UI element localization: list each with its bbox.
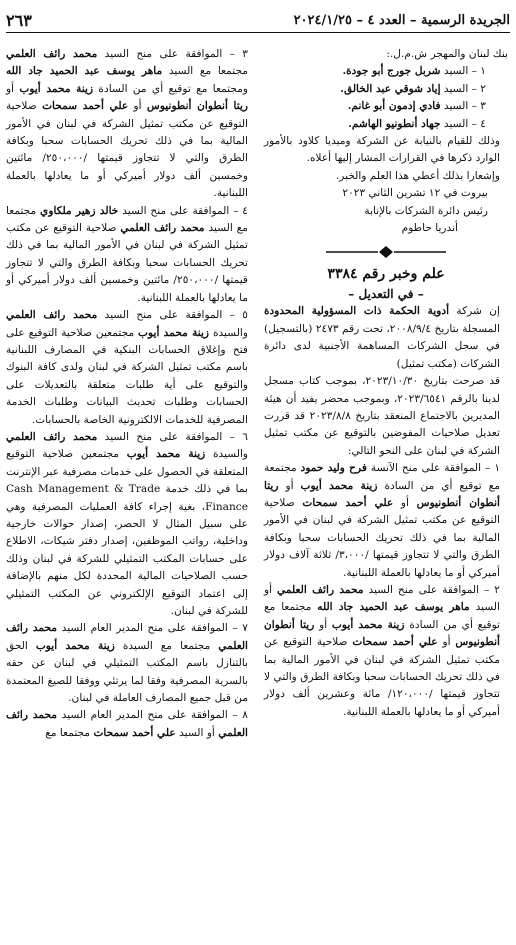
text: ١ – الموافقة على منح الآنسة bbox=[366, 462, 501, 475]
person-name: ريتا أنطوان أنطونيوس bbox=[264, 479, 501, 509]
text: صلاحية التوقيع عن مكتب تمثيل الشركة في لبنان في الأمور المالية بما في ذلك تحريك الحسابات سحبا وبكافة الطرق والتي لا تتجاوز قيمتها /١٢٠،٠٠٠/ مائة وعشرين ألف دولار أميركي أو ما يعادلها بالعملة اللبنانية. bbox=[264, 636, 500, 718]
right-column bbox=[264, 46, 508, 721]
clause-4 bbox=[6, 203, 256, 307]
person-name: فادي إدمون أبو غانم. bbox=[347, 100, 441, 113]
person-name: محمد رائف العلمي bbox=[6, 309, 98, 322]
person-name: فرح وليد حمود bbox=[300, 462, 367, 475]
text: ٢ – الموافقة على منح السيد bbox=[363, 583, 500, 596]
clause-5 bbox=[6, 307, 256, 429]
person-name: محمد رائف العلمي bbox=[6, 430, 98, 443]
text: أو bbox=[437, 636, 456, 649]
page-header bbox=[6, 8, 510, 33]
text: مجتمعا مع bbox=[45, 726, 94, 739]
item-label: ٤ – السيد bbox=[440, 117, 486, 130]
person-name: علي أحمد سمحات bbox=[93, 726, 176, 739]
gazette-title: الجريدة الرسمية – العدد ٤ – ٢٠٢٤/١/٢٥ bbox=[293, 12, 510, 28]
item-label: ٣ – السيد bbox=[440, 100, 486, 113]
person-name: خالد زهير ملكاوي bbox=[40, 204, 119, 217]
text: ٣ – الموافقة على منح السيد bbox=[97, 48, 248, 60]
authorized-person-item bbox=[264, 81, 508, 98]
person-name: زينة محمد أيوب bbox=[35, 639, 115, 652]
item-label: ١ – السيد bbox=[440, 65, 486, 78]
text: مجتمعا مع توقيع أي من السادة bbox=[264, 601, 500, 631]
person-name: محمد رائف العلمي bbox=[6, 48, 98, 60]
person-name: زينة محمد أيوب bbox=[19, 82, 94, 95]
person-name: ريتا أنطوان أنطونيوس bbox=[146, 100, 249, 113]
text: أو السيد bbox=[264, 583, 500, 614]
signature-name: أندريا حاطوم bbox=[401, 222, 458, 235]
text: أو bbox=[314, 618, 332, 631]
clause-7 bbox=[6, 620, 256, 707]
person-name: زينة محمد أيوب bbox=[331, 618, 405, 631]
paragraph: قد صرحت بتاريخ ٢٠٢٣/١٠/٣٠، بموجب كتاب مسجل لدينا بالرقم ٢٠٢٣/٦٥٤١، وبموجب محضر يفيد أن هيئة المديرين بالاجتماع المنعقد بتاريخ ٢٠٢٣/٨/٨ قد قررت تعديل صلاحيات المفوضين بالتوقيع عن مكتب تمثيل الشركة في لبنان على النحو التالي: bbox=[264, 375, 501, 457]
text: مجتمعا مع السيدة bbox=[114, 639, 219, 652]
clause-6 bbox=[6, 429, 256, 620]
person-name: محمد رائف العلمي bbox=[6, 622, 248, 652]
clause-2 bbox=[264, 582, 508, 721]
paragraph: وإشعارا بذلك أعطي هذا العلم والخبر. bbox=[335, 169, 500, 182]
authorized-person-item bbox=[264, 63, 508, 80]
person-name: محمد رائف العلمي bbox=[6, 709, 248, 739]
text: مجتمعة مع توقيع أي من السادة bbox=[264, 462, 500, 492]
text: أو bbox=[393, 496, 417, 509]
text: والسيدة bbox=[205, 448, 248, 461]
person-name: شربل جورج أبو جودة. bbox=[342, 65, 441, 78]
text: ومجتمعا مع توقيع أي من السادة bbox=[93, 82, 248, 95]
section-divider-ornament bbox=[321, 245, 451, 259]
authorized-persons-list bbox=[264, 63, 508, 133]
person-name: محمد رائف العلمي bbox=[277, 583, 364, 596]
text: الحق بالتنازل باسم المكتب التمثيلي في لبنان عن حقه بالسرية المصرفية وفقا لما يرتئي ووفقا للصيغ المعتمدة من قبل جميع المصارف العاملة في لبنان. bbox=[6, 639, 248, 705]
text: أو السيد bbox=[175, 726, 219, 739]
text: إن شركة bbox=[449, 305, 500, 318]
text: مجتمعين صلاحية التوقيع المتعلقة في الحصول على خدمات مصرفية عبر الإنترنت بما في ذلك خدمة Cash Management & Trade Finance، بغية إجراء كافة العمليات المصرفية وهي على سبيل المثال لا الحصر، إصدار حوالات خارجية وداخلية، رواتب الموظفين، إصدار دفتر شيكات، الاطلاع على حسابات المكتب التمثيلي للشركة في لبنان وذلك حسب الصلاحيات المالية المحددة لكل منهم بالإضافة إلى اعتماد التوقيع الإلكتروني عن المكتب التمثيلي للشركة في لبنان. bbox=[6, 448, 248, 617]
text: مجتمعا مع السيد bbox=[6, 204, 248, 235]
clause-1 bbox=[264, 460, 508, 582]
page-number: ٢٦٣ bbox=[6, 10, 32, 30]
person-name: ريتا أنطوان أنطونيوس bbox=[264, 618, 500, 649]
left-column bbox=[6, 46, 256, 742]
person-name: علي أحمد سمحات bbox=[302, 496, 394, 509]
person-name: ماهر يوسف عبد الحميد جاد الله bbox=[317, 601, 470, 614]
text: صلاحية التوقيع عن مكتب تمثيل الشركة في لبنان في الأمور المالية بما في ذلك تحريك الحسابات سحبا وبكافة الطرق والتي لا تتجاوز قيمتها /٢٥٠،٠٠٠/ مائتين وخمسين ألف دولار أميركي أو ما يعادلها بالعملة اللبنانية. bbox=[6, 100, 249, 200]
company-paragraph bbox=[264, 303, 508, 373]
text: ٧ – الموافقة على منح المدير العام السيد bbox=[57, 622, 248, 635]
authorized-person-item bbox=[264, 116, 508, 133]
paragraph: وذلك للقيام بالنيابة عن الشركة وميديا كلاود بالأمور الوارد ذكرها في القرارات المشار إليها أعلاه. bbox=[264, 135, 500, 165]
person-name: علي أحمد سمحات bbox=[42, 100, 129, 113]
item-label: ٢ – السيد bbox=[440, 82, 486, 95]
person-name: ماهر يوسف عبد الحميد جاد الله bbox=[6, 65, 163, 78]
signature-date: بيروت في ١٢ تشرين الثاني ٢٠٢٣ bbox=[342, 187, 488, 200]
person-name: محمد رائف العلمي bbox=[120, 222, 205, 235]
company-name: أدوية الحكمة ذات المسؤولية المحدودة bbox=[264, 305, 450, 318]
person-name: زينة محمد أيوب bbox=[300, 479, 378, 492]
person-name: علي أحمد سمحات bbox=[352, 636, 438, 649]
text: مجتمعا مع السيد bbox=[162, 65, 248, 78]
text: والسيدة bbox=[209, 326, 248, 339]
clause-8 bbox=[6, 707, 256, 742]
person-name: زينة محمد أيوب bbox=[138, 326, 210, 339]
clause-3 bbox=[6, 46, 256, 203]
text: ٤ – الموافقة على منح السيد bbox=[118, 204, 248, 217]
person-name: إياد شوقي عبد الخالق. bbox=[340, 82, 441, 95]
text: أو bbox=[128, 100, 147, 113]
text: ٥ – الموافقة على منح السيد bbox=[97, 309, 248, 322]
bank-intro: بنك لبنان والمهجر ش.م.ل.: bbox=[386, 48, 508, 60]
authorized-person-item bbox=[264, 98, 508, 115]
text: ٨ – الموافقة على منح المدير العام السيد bbox=[57, 709, 248, 722]
text: المسجلة بتاريخ ٢٠٠٨/٩/٤، تحت رقم ٢٤٧٣ (بالتسجيل) في سجل الشركات المساهمة الأجنبية لدى دائرة الشركات (مكتب تمثيل) bbox=[264, 322, 500, 370]
person-name: زينة محمد أيوب bbox=[126, 448, 206, 461]
signature-title: رئيس دائرة الشركات بالإنابة bbox=[364, 204, 488, 217]
notice-title: علم وخبر رقم ٣٣٨٤ bbox=[327, 266, 445, 283]
notice-subtitle: – في التعديل – bbox=[348, 287, 424, 302]
text: صلاحية التوقيع عن مكتب تمثيل الشركة في لبنان في الأمور المالية بما في ذلك تحريك الحسابات سحبا وبكافة الطرق والتي لا تتجاوز قيمتها /٣،٠٠٠/ ثلاثة آلاف دولار أميركي أو ما يعادلها بالعملة اللبنانية. bbox=[264, 496, 500, 579]
text: مجتمعين صلاحية التوقيع على فتح وإغلاق الحسابات البنكية في المصارف اللبنانية باسم مكتب تمثيل الشركة في لبنان ولدى كافة البنوك والتوقيع على أية طلبات متعلقة بالتعديلات على الحسابات وطلبات تحديث البيانات وطلبات الخدمة المصرفية للخدمات الالكترونية الخاصة بالحسابات. bbox=[6, 326, 248, 426]
text: أو bbox=[278, 479, 301, 492]
text: صلاحية التوقيع عن مكتب تمثيل الشركة في لبنان في الأمور المالية بما في ذلك تحريك الحسابات سحبا وبكافة الطرق والتي لا تتجاوز قيمتها /٢٥٠،٠٠٠/ مائتين وخمسين ألف دولار أميركي أو ما يعادلها بالعملة اللبنانية. bbox=[6, 222, 248, 304]
person-name: جهاد أنطونيو الهاشم. bbox=[348, 117, 441, 130]
text: ٦ – الموافقة على منح السيد bbox=[97, 430, 248, 443]
text: أو bbox=[6, 82, 20, 95]
